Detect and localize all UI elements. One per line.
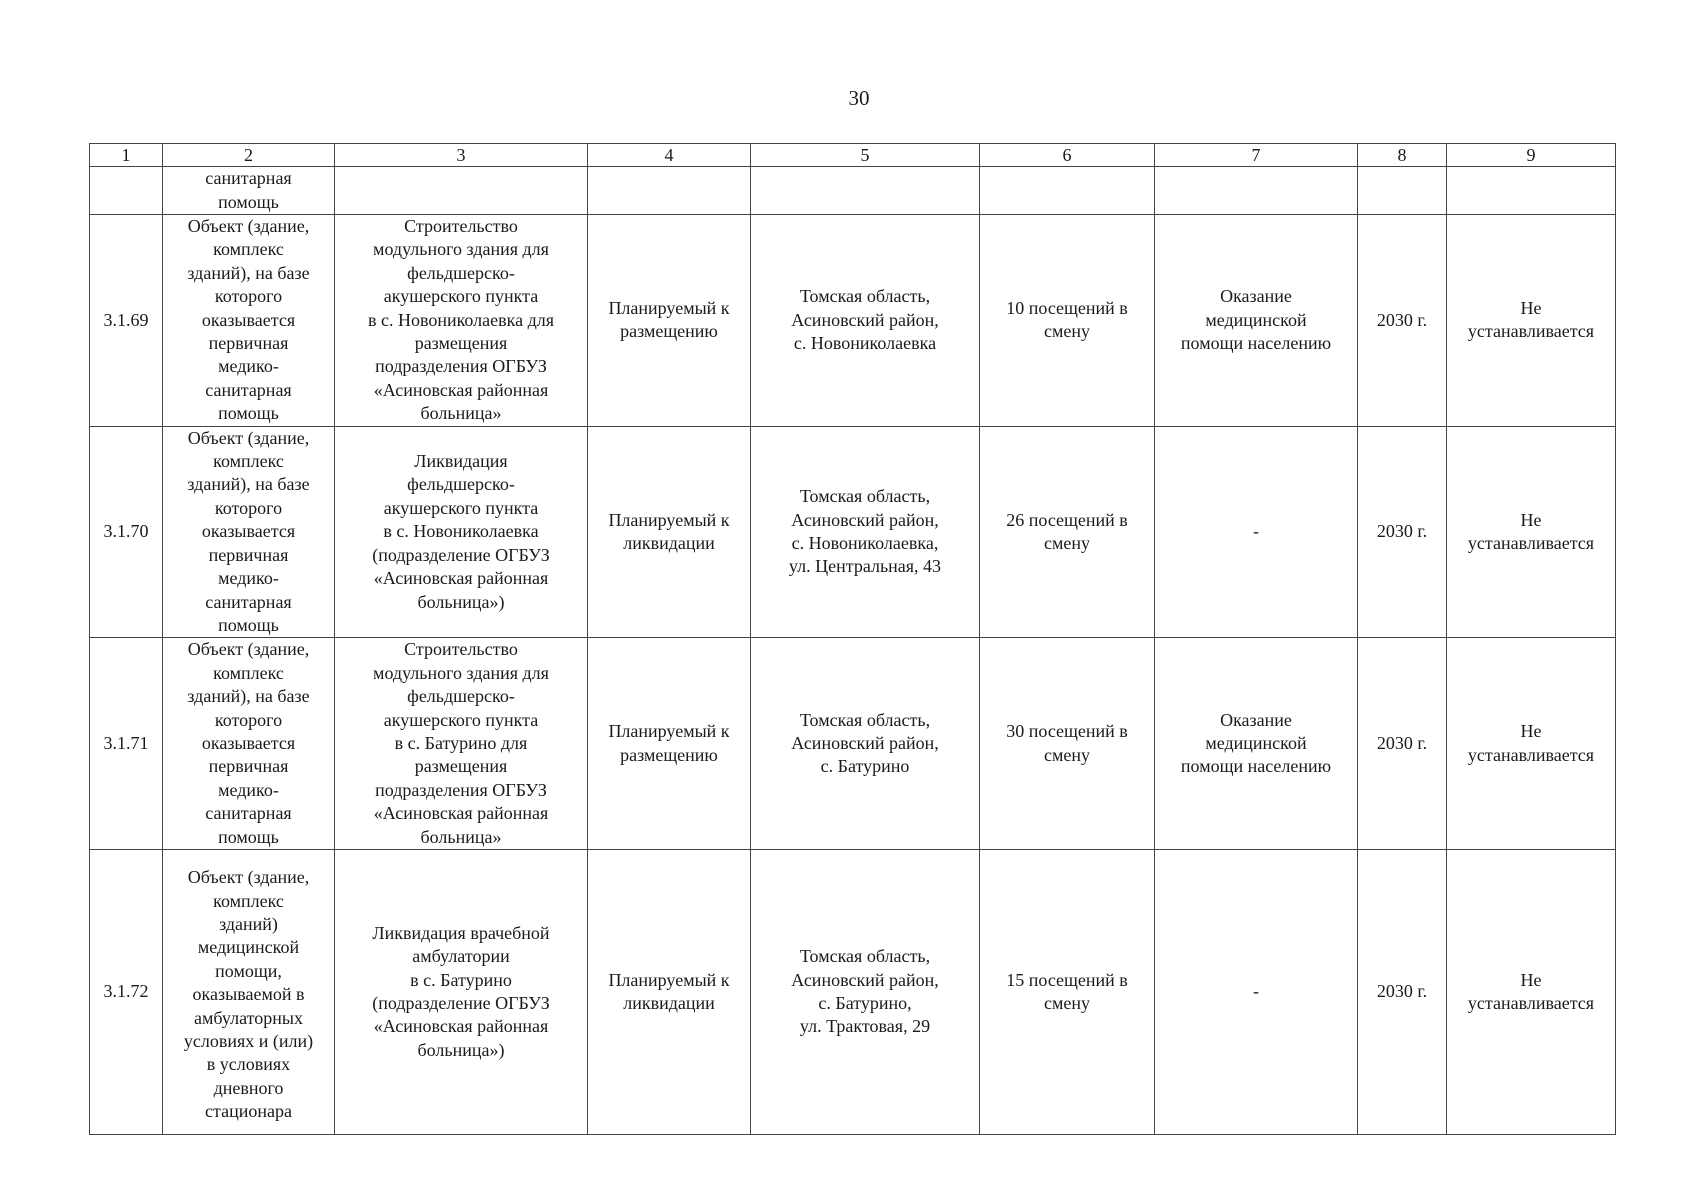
cell-description: Ликвидация врачебной амбулатории в с. Батурино (подразделение ОГБУЗ «Асиновская районная больница»)	[335, 849, 588, 1134]
cell-status: Планируемый к размещению	[588, 638, 751, 850]
cell-capacity: 30 посещений в смену	[980, 638, 1155, 850]
table-row	[90, 215, 1616, 427]
cell-number: 3.1.69	[90, 215, 163, 427]
cell-status: Планируемый к размещению	[588, 215, 751, 427]
cell-status	[588, 167, 751, 215]
cell-zone: Не устанавливается	[1447, 638, 1616, 850]
cell-number: 3.1.70	[90, 426, 163, 638]
cell-status: Планируемый к ликвидации	[588, 849, 751, 1134]
objects-table	[89, 143, 1616, 1135]
cell-number: 3.1.71	[90, 638, 163, 850]
cell-year: 2030 г.	[1358, 215, 1447, 427]
cell-object-type: Объект (здание, комплекс зданий), на базе которого оказывается первичная медико- санитарная помощь	[163, 638, 335, 850]
cell-purpose: -	[1155, 849, 1358, 1134]
cell-status: Планируемый к ликвидации	[588, 426, 751, 638]
cell-zone: Не устанавливается	[1447, 849, 1616, 1134]
cell-description: Ликвидация фельдшерско- акушерского пункта в с. Новониколаевка (подразделение ОГБУЗ «Асиновская районная больница»)	[335, 426, 588, 638]
cell-description	[335, 167, 588, 215]
table-row	[90, 167, 1616, 215]
cell-description: Строительство модульного здания для фельдшерско- акушерского пункта в с. Новониколаевка для размещения подразделения ОГБУЗ «Асиновская районная больница»	[335, 215, 588, 427]
cell-purpose: Оказание медицинской помощи населению	[1155, 638, 1358, 850]
cell-year	[1358, 167, 1447, 215]
cell-zone	[1447, 167, 1616, 215]
table-row	[90, 849, 1616, 1134]
cell-year: 2030 г.	[1358, 849, 1447, 1134]
cell-object-type: Объект (здание, комплекс зданий) медицинской помощи, оказываемой в амбулаторных условиях и (или) в условиях дневного стационара	[163, 849, 335, 1134]
cell-purpose	[1155, 167, 1358, 215]
cell-description: Строительство модульного здания для фельдшерско- акушерского пункта в с. Батурино для размещения подразделения ОГБУЗ «Асиновская районная больница»	[335, 638, 588, 850]
column-header: 1	[90, 144, 163, 167]
cell-number: 3.1.72	[90, 849, 163, 1134]
table-row	[90, 638, 1616, 850]
column-header: 3	[335, 144, 588, 167]
cell-capacity: 10 посещений в смену	[980, 215, 1155, 427]
table-row	[90, 426, 1616, 638]
cell-location	[751, 167, 980, 215]
column-header: 5	[751, 144, 980, 167]
cell-zone: Не устанавливается	[1447, 426, 1616, 638]
page-number: 30	[848, 86, 870, 110]
cell-capacity: 26 посещений в смену	[980, 426, 1155, 638]
cell-purpose: Оказание медицинской помощи населению	[1155, 215, 1358, 427]
cell-location: Томская область, Асиновский район, с. Новониколаевка	[751, 215, 980, 427]
cell-year: 2030 г.	[1358, 426, 1447, 638]
cell-object-type: Объект (здание, комплекс зданий), на базе которого оказывается первичная медико- санитарная помощь	[163, 215, 335, 427]
column-header: 6	[980, 144, 1155, 167]
cell-object-type: Объект (здание, комплекс зданий), на базе которого оказывается первичная медико- санитарная помощь	[163, 426, 335, 638]
cell-zone: Не устанавливается	[1447, 215, 1616, 427]
cell-number	[90, 167, 163, 215]
column-header: 2	[163, 144, 335, 167]
column-header: 8	[1358, 144, 1447, 167]
column-header: 9	[1447, 144, 1616, 167]
cell-location: Томская область, Асиновский район, с. Батурино, ул. Трактовая, 29	[751, 849, 980, 1134]
column-header: 7	[1155, 144, 1358, 167]
cell-purpose: -	[1155, 426, 1358, 638]
cell-capacity	[980, 167, 1155, 215]
column-header: 4	[588, 144, 751, 167]
cell-location: Томская область, Асиновский район, с. Новониколаевка, ул. Центральная, 43	[751, 426, 980, 638]
cell-year: 2030 г.	[1358, 638, 1447, 850]
cell-capacity: 15 посещений в смену	[980, 849, 1155, 1134]
header-row	[90, 144, 1616, 167]
cell-location: Томская область, Асиновский район, с. Батурино	[751, 638, 980, 850]
cell-object-type: санитарная помощь	[163, 167, 335, 215]
